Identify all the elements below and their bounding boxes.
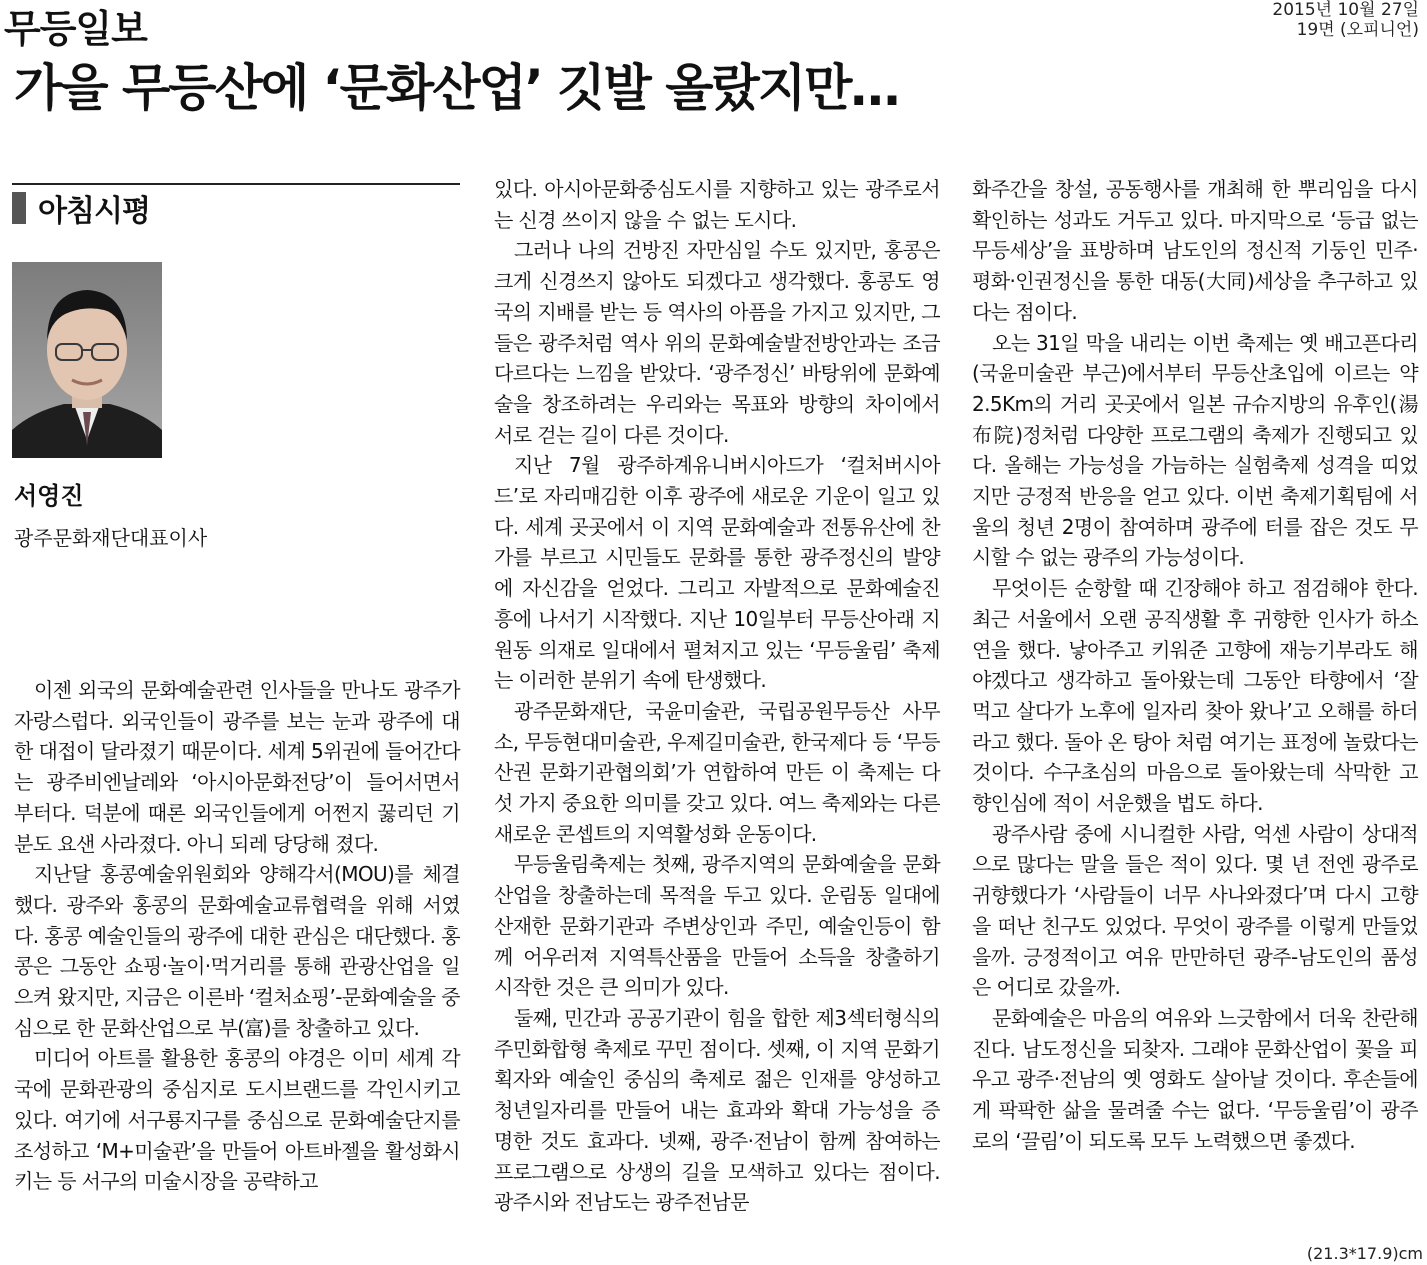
portrait-image [12,262,162,458]
article-paragraph: 무등울림축제는 첫째, 광주지역의 문화예술을 문화산업을 창출하는데 목적을 두고 있다. 운림동 일대에 산재한 문화기관과 주변상인과 주민, 예술인등이 함께 어우러져 지역특산품을 만들어 소득을 창출하기 시작한 것은 큰 의미가 있다. [494,852,940,1000]
article-paragraph: 지난달 홍콩예술위원회와 양해각서(MOU)를 체결했다. 광주와 홍콩의 문화예술교류협력을 위해 서였다. 홍콩 예술인들의 광주에 대한 관심은 대단했다. 홍콩은 그동안 쇼핑·놀이·먹거리를 통해 관광산업을 일으켜 왔지만, 지금은 이른바 ‘컬처쇼핑’-문화예술을 중심으로 한 문화산업으로 부(富)를 창출하고 있다. [14,862,460,1040]
article-paragraph: 광주사람 중에 시니컬한 사람, 억센 사람이 상대적으로 많다는 말을 들은 적이 있다. 몇 년 전엔 광주로 귀향했다가 ‘사람들이 너무 사나와졌다’며 다시 고향을 떠난 친구도 있었다. 무엇이 광주를 이렇게 만들었을까. 긍정적이고 여유 만만하던 광주-남도인의 품성은 어디로 갔을까. [972,821,1418,1000]
article-paragraph: 미디어 아트를 활용한 홍콩의 야경은 이미 세계 각국에 문화관광의 중심지로 도시브랜드를 각인시키고 있다. 여기에 서구룡지구를 중심으로 문화예술단지를 조성하고 ‘M+미술관’을 만들어 아트바젤을 활성화시키는 등 서구의 미술시장을 공략하고 [14,1046,460,1194]
author-title: 광주문화재단대표이사 [14,526,208,550]
section-rule [12,183,460,185]
author-photo [12,262,162,458]
clipping-size-note: (21.3*17.9)cm [1306,1244,1423,1263]
article-headline: 가을 무등산에 ‘문화산업’ 깃발 올랐지만… [14,59,899,117]
article-paragraph: 이젠 외국의 문화예술관련 인사들을 만나도 광주가 자랑스럽다. 외국인들이 광주를 보는 눈과 광주에 대한 대접이 달라졌기 때문이다. 세계 5위권에 들어간다는 광주비엔날레와 ‘아시아문화전당’이 들어서면서 부터다. 덕분에 때론 외국인들에게 어쩐지 꿇리던 기분도 요샌 사라졌다. 아니 되레 당당해 졌다. [14,678,460,856]
article-paragraph: 있다. 아시아문화중심도시를 지향하고 있는 광주로서는 신경 쓰이지 않을 수 없는 도시다. [494,177,940,232]
article-column-2 [494,174,940,1218]
dateline [1272,0,1419,40]
article-paragraph: 광주문화재단, 국윤미술관, 국립공원무등산 사무소, 무등현대미술관, 우제길미술관, 한국제다 등 ‘무등산권 문화기관협의회’가 연합하여 만든 이 축제는 다섯 가지 중요한 의미를 갖고 있다. 여느 축제와는 다른 새로운 콘셉트의 지역활성화 운동이다. [494,698,940,846]
article-paragraph: 지난 7월 광주하계유니버시아드가 ‘컬처버시아드’로 자리매김한 이후 광주에 새로운 기운이 일고 있다. 세계 곳곳에서 이 지역 문화예술과 전통유산에 찬가를 부르고 시민들도 문화를 통한 광주정신의 발양에 자신감을 얻었다. 그리고 자발적으로 문화예술진흥에 나서기 시작했다. 지난 10일부터 무등산아래 지원동 의재로 일대에서 펼쳐지고 있는 ‘무등울림’ 축제는 이러한 분위기 속에 탄생했다. [494,453,940,693]
issue-date: 2015년 10월 27일 [1272,0,1419,20]
article-paragraph: 둘째, 민간과 공공기관이 힘을 합한 제3섹터형식의 주민화합형 축제로 꾸민 점이다. 셋째, 이 지역 문화기획자와 예술인 중심의 축제로 젊은 인재를 양성하고 청년일자리를 만들어 내는 효과와 확대 가능성을 증명한 것도 효과다. 넷째, 광주·전남이 함께 참여하는 프로그램으로 상생의 길을 모색하고 있다는 점이다. 광주시와 전남도는 광주전남문 [494,1005,940,1215]
article-paragraph: 화주간을 창설, 공동행사를 개최해 한 뿌리임을 다시 확인하는 성과도 거두고 있다. 마지막으로 ‘등급 없는 무등세상’을 표방하며 남도인의 정신적 기둥인 민주·평화·인권정신을 통한 대동(大同)세상을 추구하고 있다는 점이다. [972,177,1418,324]
article-paragraph: 무엇이든 순항할 때 긴장해야 하고 점검해야 한다. 최근 서울에서 오랜 공직생활 후 귀향한 인사가 하소연을 했다. 낳아주고 키워준 고향에 재능기부라도 해야겠다고 생각하고 돌아왔는데 그동안 타향에서 ‘잘 먹고 살다가 노후에 일자리 찾아 왔나’고 오해를 하더라고 했다. 돌아 온 탕아 처럼 여기는 표정에 놀랐다는 것이다. 수구초심의 마음으로 돌아왔는데 삭막한 고향인심에 적이 서운했을 법도 하다. [972,576,1418,816]
section-label: 아침시평 [38,194,150,229]
article-paragraph: 그러나 나의 건방진 자만심일 수도 있지만, 홍콩은 크게 신경쓰지 않아도 되겠다고 생각했다. 홍콩도 영국의 지배를 받는 등 역사의 아픔을 가지고 있지만, 그들은 광주처럼 역사 위의 문화예술발전방안과는 조금 다르다는 느낌을 받았다. ‘광주정신’ 바탕위에 문화예술을 창조하려는 우리와는 목표와 방향의 차이에서 서로 걷는 길이 다른 것이다. [494,238,940,447]
newspaper-masthead: 무등일보 [4,7,147,51]
author-name: 서영진 [14,482,84,510]
page-section: 19면 (오피니언) [1296,20,1419,40]
article-column-3 [972,174,1418,1157]
section-marker [12,192,26,224]
column-section-header [12,190,150,229]
article-paragraph: 문화예술은 마음의 여유와 느긋함에서 더욱 찬란해 진다. 남도정신을 되찾자. 그래야 문화산업이 꽃을 피우고 광주·전남의 옛 영화도 살아날 것이다. 후손들에게 팍팍한 삶을 물려줄 수는 없다. ‘무등울림’이 광주로의 ‘끌림’이 되도록 모두 노력했으면 좋겠다. [972,1005,1418,1153]
article-column-1 [14,675,460,1197]
article-paragraph: 오는 31일 막을 내리는 이번 축제는 옛 배고픈다리(국윤미술관 부근)에서부터 무등산초입에 이르는 약 2.5Km의 거리 곳곳에서 일본 규슈지방의 유후인(湯布院)정처럼 다양한 프로그램의 축제가 진행되고 있다. 올해는 가능성을 가늠하는 실험축제 성격을 띠었지만 긍정적 반응을 얻고 있다. 이번 축제기획팀에 서울의 청년 2명이 참여하며 광주에 터를 잡은 것도 무시할 수 없는 광주의 가능성이다. [972,330,1418,570]
